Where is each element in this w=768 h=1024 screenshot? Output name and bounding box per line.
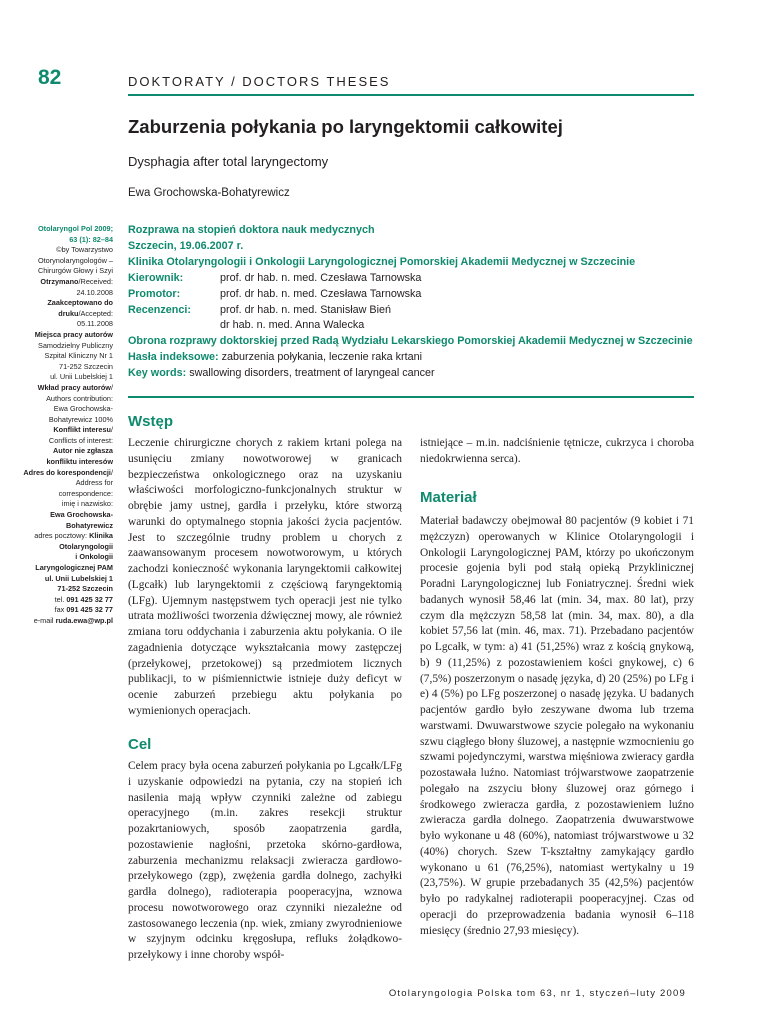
section-body-material [420,514,694,939]
article-title: Zaburzenia połykania po laryngektomii całkowitej [128,116,563,137]
page-number: 82 [38,66,62,89]
correspondence-address: Laryngologicznej PAM [35,563,113,572]
paragraph: Celem pracy była ocena zaburzeń połykania po Lgcałk/LFg i uzyskanie odpowiedzi na pytania, czy na stopień ich nasilenia mają wpływ czynniki zależne od zabiegu operacyjnego (m.in. zakres resekcji struktur pozakrtaniowych, sposób zaopatrzenia gardła, pozostawienie nagłośni, przetoka skórno-gardłowa, zaburzenia mechanizmu relaksacji zwieracza gardłowo-przełykowego (zgp), zwężenia gardła dolnego, zachyłki gardła dolnego), radioterapia pooperacyjna, wznowa procesu nowotworowego oraz czynniki niezależne od zastosowanego leczenia (np. wiek, zmiany zwyrodnieniowe w szyjnym odcinku kręgosłupa, refluks żołądkowo-przełykowy i inne choroby współ- [128,760,402,961]
correspondence-address: 71-252 Szczecin [57,584,113,594]
paragraph: istniejące – m.in. nadciśnienie tętnicze, cukrzyca i choroba niedokrwienna serca). [420,437,694,465]
supervisor-value: prof. dr hab. n. med. Czesława Tarnowska [220,271,422,284]
section-body-cel [128,759,402,964]
keywords-pl-label: Hasła indeksowe: [128,351,219,364]
keywords-en-value: swallowing disorders, treatment of laryngeal cancer [186,367,435,380]
correspondence-line: imię i nazwisko: [61,499,113,509]
thesis-clinic: Klinika Otolaryngologii i Onkologii Laryngologicznej Pomorskiej Akademii Medycznej w Szczecinie [128,255,636,268]
contribution-line: Bohatyrewicz 100% [48,414,113,424]
citation-line: Otolaryngol Pol 2009; [37,224,113,233]
affiliation-line: ul. Unii Lubelskiej 1 [50,372,113,382]
thesis-defense: Obrona rozprawy doktorskiej przed Radą Wydziału Lekarskiego Pomorskiej Akademii Medycznej w Szczecinie [128,335,693,348]
conflict-heading: Konflikt interesu/ [53,425,113,435]
reviewers-row-2 [128,318,694,334]
accepted-date: 05.11.2008 [77,319,113,329]
keywords-pl [128,350,694,366]
page-footer: Otolaryngologia Polska tom 63, nr 1, styczeń–luty 2009 [388,988,686,999]
accepted-line: Zaakceptowano do [47,298,113,308]
correspondence-name: Bohatyrewicz [65,520,113,530]
correspondence-line: correspondence: [58,488,113,498]
contribution-heading: Wkład pracy autorów/ [37,382,113,392]
correspondence-address: ul. Unii Lubelskiej 1 [44,573,113,583]
affiliation-line: 71-252 Szczecin [59,361,113,371]
conflict-line: konfliktu interesów [46,457,113,467]
section-body-cel-continued [420,436,694,468]
correspondence-address: Otolaryngologii [59,541,113,551]
section-heading-wstep: Wstęp [128,413,173,430]
contribution-line: Ewa Grochowska- [53,404,113,414]
citation-line: 63 (1): 82–84 [69,234,113,244]
header-rule [128,94,694,96]
correspondence-address: i Onkologii [75,552,113,562]
copyright-line: Otorynolaryngologów – [37,255,113,265]
correspondence-email: e-mail ruda.ewa@wp.pl [33,615,113,625]
keywords-en [128,366,694,382]
reviewers-label: Recenzenci: [128,303,192,316]
thesis-info [128,223,694,382]
correspondence-phone: tel. 091 425 32 77 [54,594,113,604]
received-date: 24.10.2008 [76,287,113,297]
reviewer-value: dr hab. n. med. Anna Walecka [220,319,365,332]
article-author: Ewa Grochowska-Bohatyrewicz [128,187,290,199]
article-metadata-sidebar [18,224,113,627]
paragraph: Materiał badawczy obejmował 80 pacjentów (9 kobiet i 71 mężczyzn) operowanych w Klinice Otolaryngologii i Onkologii Laryngologicznej PAM, którzy po ukończonym procesie gojenia byli pod stałą opieką Przyklinicznej Poradni Laryngologicznej lub Foniatrycznej. Średni wiek badanych wynosił 58,46 lat (min. 34, max. 80 lat), przy czym dla mężczyzn 58,58 lat (min. 34, max. 80), a dla kobiet 57,56 lat (min. 46, max. 71). Przebadano pacjentów po Lgcałk, w tym: a) 41 (51,25%) wraz z kością gnykową, b) 9 (11,25%) z pozostawieniem kości gnykowej, c) 6 (7,5%) poszerzonym o nasadę języka, d) 20 (25%) po LFg i e) 4 (5%) po LFg poszerzonej o nasadę języka. U badanych pacjentów gardło było zeszywane dwoma lub trzema warstwami. Dwuwarstwowe szycie polegało na wykonaniu szwu ciągłego błony śluzowej, a następnie wzmocnieniu go szwami pojedynczymi, warstwa mięśniowa zwieracy gardła pozostawała luźno. Natomiast trójwarstwowe zaopatrzenie polegało na zszyciu błony śluzowej oraz górnego i środkowego zwieracza gardła, z pozostawieniem luźno zwieracza gardła dolnego. Zaopatrzenia dwuwarstwowe było wykonane u 48 (60%), natomiast trójwarstwowe u 32 (40%) chorych. Szew T-kształtny zamykający gardło wykonano u 61 (76,25%), natomiast wertykalny u 19 (23,75%). W grupie przebadanych 35 (42,5%) pacjentów było po radykalnej radioterapii pooperacyjnej. Czas od operacji do przeprowadzenia badania wynosił 6–118 miesięcy (średnio 27,93 miesięcy). [420,515,694,937]
section-body-wstep [128,436,402,720]
supervisor-row [128,271,694,287]
keywords-pl-value: zaburzenia połykania, leczenie raka krtani [218,351,423,364]
copyright-line: Chirurgów Głowy i Szyi [37,266,113,276]
section-heading-cel: Cel [128,736,152,753]
promotor-value: prof. dr hab. n. med. Czesława Tarnowska [220,287,422,300]
correspondence-name: Ewa Grochowska- [50,510,113,520]
affiliation-line: Samodzielny Publiczny [37,340,113,350]
thesis-type: Rozprawa na stopień doktora nauk medycznych [128,224,375,236]
promotor-label: Promotor: [128,287,181,300]
correspondence-fax: fax 091 425 32 77 [54,605,113,615]
affiliation-line: Szpital Kliniczny Nr 1 [44,351,113,361]
correspondence-heading: Adres do korespondencji/ [23,467,113,477]
paragraph: Leczenie chirurgiczne chorych z rakiem krtani polega na usunięciu zmiany nowotworowej w granicach bezpieczeństwa onkologicznego oraz na uzyskaniu właściwości morfologiczno-funkcjonalnych struktur w obrębie jamy ustnej, gardła i przełyku, które stworzą warunki do optymalnego stopnia jakości życia pacjentów. Jest to szczególnie trudny problem u chorych z zaawansowanym procesem nowotworowym, u których zachodzi konieczność wykonania laryngektomii całkowitej (Lgcałk) lub laryngektomii z częściową faryngektomią (LFg). Ujemnym następstwem tych operacji jest nie tylko utrata możliwości tworzenia dźwięcznej mowy, ale również zmiana toru oddychania i zaburzenia aktu połykania. O ile zagadnienia dotyczące wykształcania mowy zastępczej (przełykowej, przetokowej) są przedmiotem licznych publikacji, to w piśmiennictwie istnieje duży deficyt w ocenie zaburzeń przebiegu aktu połykania po wymienionych operacjach. [128,437,402,717]
article-subtitle: Dysphagia after total laryngectomy [128,154,329,169]
keywords-en-label: Key words: [128,367,187,380]
affiliation-heading: Miejsca pracy autorów [34,329,113,339]
contribution-line: Authors contribution: [46,393,113,403]
supervisor-label: Kierownik: [128,271,184,284]
reviewers-row [128,303,694,319]
conflict-line: Conflicts of interest: [48,435,113,445]
received-line: Otrzymano/Received: [40,276,113,286]
thesis-place-date: Szczecin, 19.06.2007 r. [128,239,244,252]
copyright-line: ©by Towarzystwo [56,245,113,255]
correspondence-line: Address for [75,478,113,488]
conflict-line: Autor nie zgłasza [52,446,113,456]
section-heading-material: Materiał [420,489,477,506]
correspondence-address: adres pocztowy: Klinika [34,531,113,541]
section-rule [128,396,694,398]
promotor-row [128,287,694,303]
accepted-line: druku/Accepted: [58,308,113,318]
reviewer-value: prof. dr hab. n. med. Stanisław Bień [220,303,392,316]
running-head: DOKTORATY / DOCTORS THESES [128,74,391,89]
